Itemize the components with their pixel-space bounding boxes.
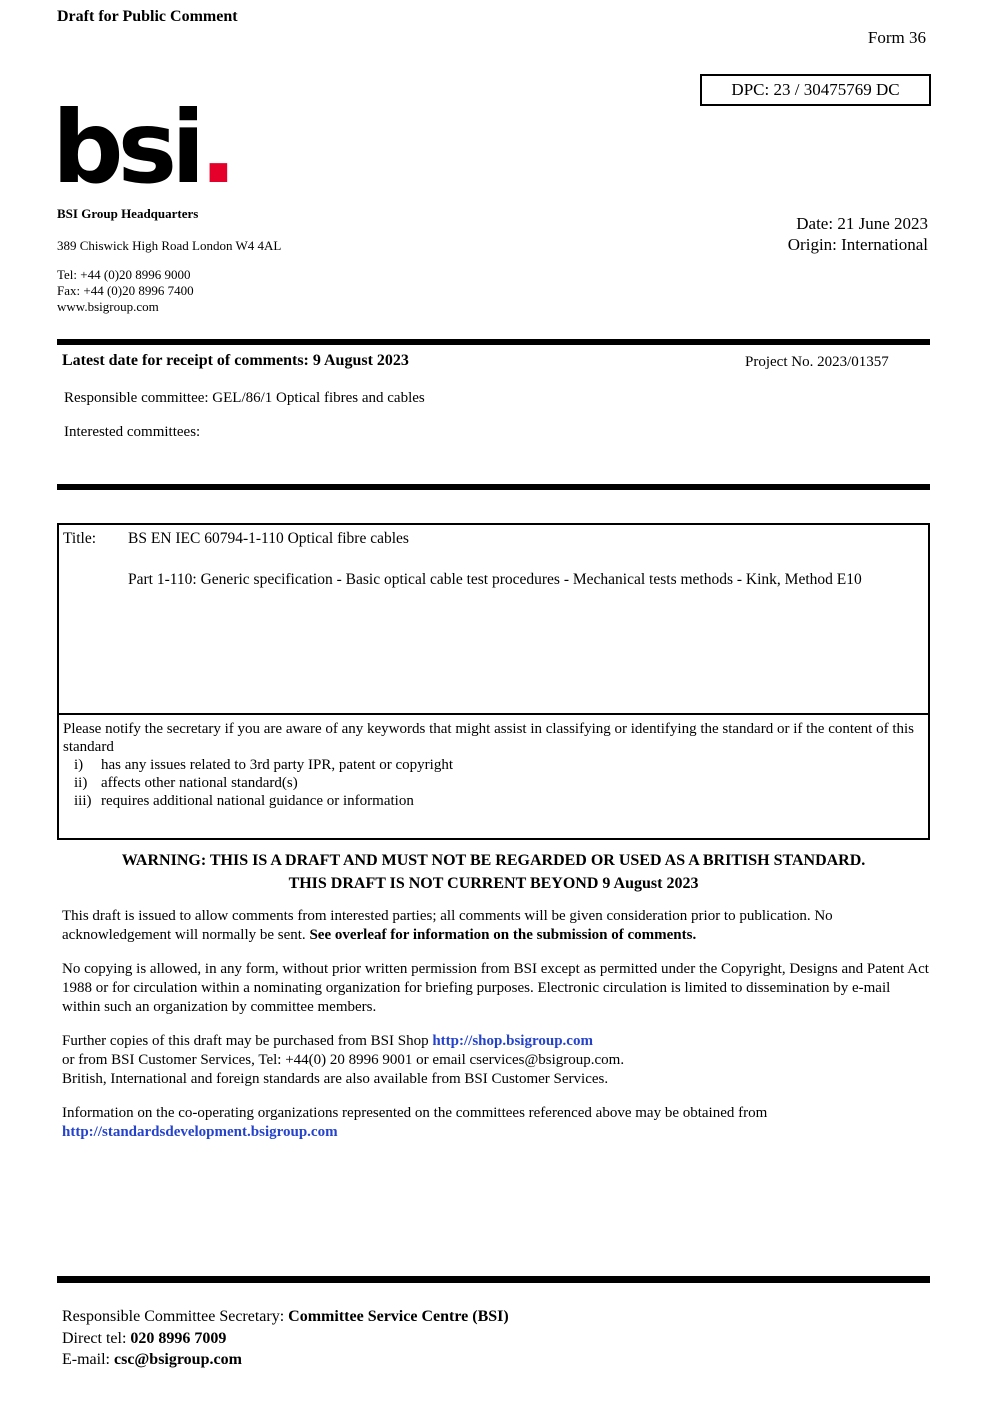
keyword-item-3 xyxy=(63,792,920,810)
body-text xyxy=(62,907,929,1157)
draft-warning-line2: THIS DRAFT IS NOT CURRENT BEYOND 9 August 2023 xyxy=(288,875,699,892)
footer-contact xyxy=(62,1306,509,1371)
hq-phone: Tel: +44 (0)20 8996 9000 xyxy=(57,267,191,282)
interested-committees: Interested committees: xyxy=(64,424,201,440)
direct-tel-label: Direct tel: xyxy=(62,1329,131,1347)
bsi-logo-dot: . xyxy=(199,89,232,206)
keyword-item-2-marker: ii) xyxy=(74,775,88,791)
hq-name: BSI Group Headquarters xyxy=(57,206,199,221)
overleaf-note: See overleaf for information on the submission of comments. xyxy=(309,927,697,943)
cooperating-orgs-paragraph xyxy=(62,1104,929,1142)
divider-rule-middle xyxy=(57,484,930,490)
standards-development-link[interactable]: http://standardsdevelopment.bsigroup.com xyxy=(62,1124,338,1140)
hq-website: www.bsigroup.com xyxy=(57,299,159,314)
keyword-item-1-text: has any issues related to 3rd party IPR, patent or copyright xyxy=(101,757,454,773)
form-number-label: Form 36 xyxy=(867,28,926,47)
bsi-logo-text: bsi xyxy=(52,89,200,206)
dpc-number-box xyxy=(700,74,931,106)
hq-fax: Fax: +44 (0)20 8996 7400 xyxy=(57,283,194,298)
keyword-item-1-marker: i) xyxy=(74,757,84,773)
bsi-logo xyxy=(52,89,232,206)
draft-warning-line1: WARNING: THIS IS A DRAFT AND MUST NOT BE REGARDED OR USED AS A BRITISH STANDARD. xyxy=(121,852,866,869)
keywords-intro: Please notify the secretary if you are aware of any keywords that might assist in classifying or identifying the standard or if the content of this standard xyxy=(63,721,915,755)
direct-tel-value: 020 8996 7009 xyxy=(130,1329,227,1347)
purchase-info-text: Further copies of this draft may be purchased from BSI Shop xyxy=(62,1033,433,1049)
standard-number: BS EN IEC 60794-1-110 Optical fibre cables xyxy=(128,530,409,547)
keyword-item-3-text: requires additional national guidance or information xyxy=(101,793,414,809)
title-box xyxy=(57,523,930,715)
secretary-value: Committee Service Centre (BSI) xyxy=(288,1308,509,1325)
hq-address: 389 Chiswick High Road London W4 4AL xyxy=(57,238,282,253)
origin: Origin: International xyxy=(787,235,928,254)
keyword-item-1 xyxy=(63,756,920,774)
standard-part-title: Part 1-110: Generic specification - Basic optical cable test procedures - Mechanical tests methods - Kink, Method E10 xyxy=(128,571,862,588)
latest-comments-date: Latest date for receipt of comments: 9 August 2023 xyxy=(62,352,409,369)
copyright-text: No copying is allowed, in any form, without prior written permission from BSI except as permitted under the Copyright, Designs and Patent Act 1988 or for circulation within a nominating organization for briefing purposes. Electronic circulation is limited to dissemination by e-mail within such an organization by committee members. xyxy=(62,961,929,1015)
copyright-paragraph xyxy=(62,960,929,1017)
keyword-item-3-marker: iii) xyxy=(74,793,92,809)
draft-warning xyxy=(57,849,930,895)
draft-for-public-comment-label: Draft for Public Comment xyxy=(57,8,238,25)
foreign-standards-text: British, International and foreign standards are also available from BSI Customer Services. xyxy=(62,1071,609,1087)
responsible-committee: Responsible committee: GEL/86/1 Optical fibres and cables xyxy=(64,390,425,406)
cooperating-orgs-text: Information on the co-operating organizations represented on the committees referenced above may be obtained from xyxy=(62,1105,768,1121)
issue-date: Date: 21 June 2023 xyxy=(796,214,928,233)
keywords-notice-box xyxy=(57,715,930,840)
dpc-number-text: DPC: 23 / 30475769 DC xyxy=(731,80,900,99)
comments-consideration-text: This draft is issued to allow comments from interested parties; all comments will be given consideration prior to publication. No acknowledgement will normally be sent. xyxy=(62,908,833,943)
title-label: Title: xyxy=(63,530,97,547)
keyword-item-2 xyxy=(63,774,920,792)
email-value: csc@bsigroup.com xyxy=(113,1351,242,1368)
divider-rule-top xyxy=(57,339,930,345)
bsi-shop-link[interactable]: http://shop.bsigroup.com xyxy=(432,1033,593,1049)
email-line xyxy=(62,1349,509,1371)
secretary-line xyxy=(62,1306,509,1328)
email-label: E-mail: xyxy=(62,1351,114,1368)
divider-rule-bottom xyxy=(57,1276,930,1283)
comments-consideration-paragraph xyxy=(62,907,929,945)
direct-tel-line xyxy=(62,1328,509,1350)
secretary-label: Responsible Committee Secretary: xyxy=(62,1308,289,1325)
customer-services-text: or from BSI Customer Services, Tel: +44(0) 20 8996 9001 or email cservices@bsigroup.com. xyxy=(62,1052,625,1068)
project-number: Project No. 2023/01357 xyxy=(745,354,889,370)
keyword-item-2-text: affects other national standard(s) xyxy=(101,775,298,791)
purchase-info-paragraph xyxy=(62,1032,929,1089)
